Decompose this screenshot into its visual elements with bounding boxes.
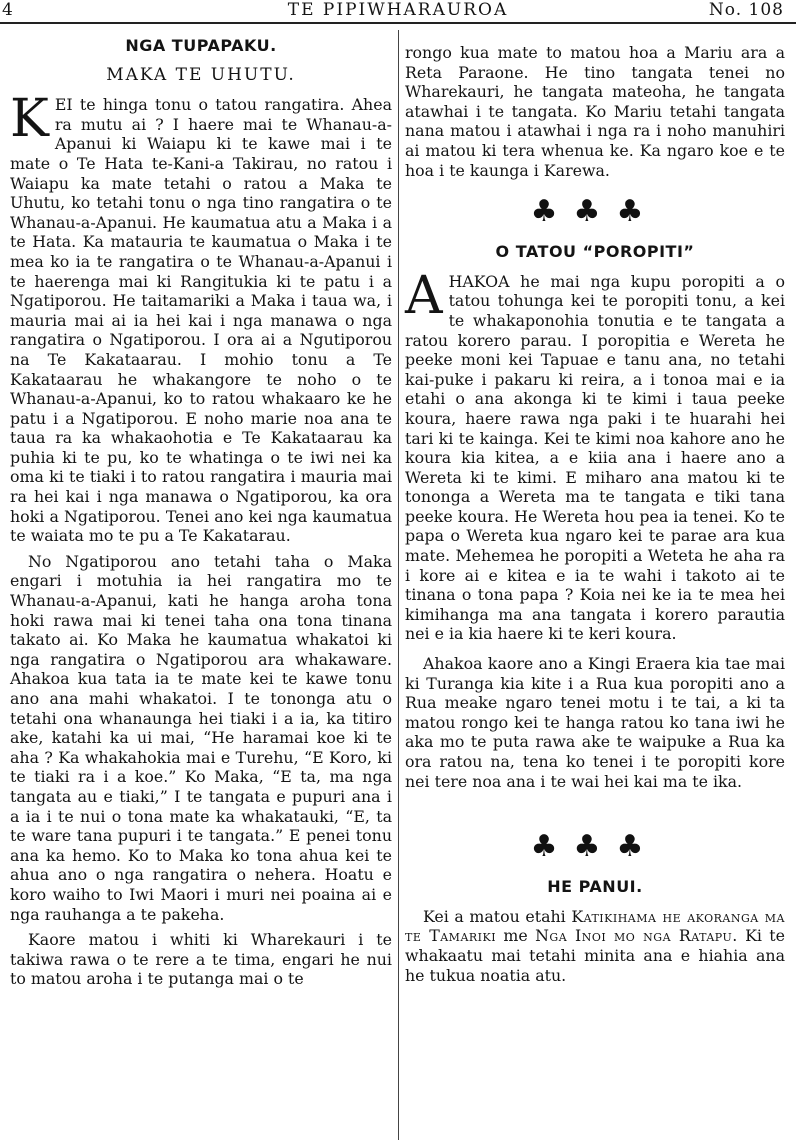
notice-paragraph (405, 907, 785, 985)
article-paragraph (405, 265, 785, 644)
paragraph-text: EI te hinga tonu o tatou rangatira. Ahea ra mutu ai ? I haere mai te Whanau-a-Apanui ki Waiapu ki te kawe mai i te mate o Te Hata te-Kani-a Takirau, no ratou i Waiapu ka mate tetahi o ratou a Maka te Uhutu, ko tetahi tonu o nga tino rangatira o te Whanau-a-Apanui. He kaumatua atu a Maka i a te Hata. Ka matauria te kaumatua o Maka i te mea ko ia te rangatira o te Whanau-a-Apanui i te haerenga mai ki Rangitukia ki te patu i a Ngatiporou. He taitamariki a Maka i taua wa, i mauria mai ai ia hei kai i nga manawa o nga rangatira o Ngatiporou. I ora ai a Ngutiporou na Te Kakataarau. I mohio tonu a Te Kakataarau he whakangore te noho o te Whanau-a-Apanui, ko to ratou whakaaro ke he patu i a Ngatiporou. E noho marie noa ana te taua ra ka whakaohotia e Te Kakataarau ka puhia ki te pu, ko te whatinga o te iwi nei ka oma ki te tiaki i to ratou rangatira i mauria mai ra hei kai i nga manawa o Ngatiporou, ka ora hoki a Ngatiporou. Tenei ano kei nga kaumatua te waiata mo te pu a Te Kakatarau. (10, 95, 392, 546)
publication-title: TE PIPIWHARAUROA (287, 0, 509, 20)
article-paragraph (10, 89, 392, 546)
notice-text: Kei a matou etahi (423, 906, 572, 926)
article-paragraph-continued: rongo kua mate to matou hoa a Mariu ara a Reta Paraone. He tino tangata tenei no Wharekauri, he tangata mateoha, he tangata atawhai i te tangata. Ko Mariu tetahi tangata nana matou i atawhai i nga ra i noho manuhiri ai matou ki tera whenua ke. Ka ngaro koe e te hoa i te kaunga i Karewa. (405, 43, 785, 180)
paragraph-text: HAKOA he mai nga kupu poropiti a o tatou tohunga kei te poropiti tonu, a kei te whakaponohia tonutia e te tangata a ratou korero parau. I poropitia e Wereta he peeke moni kei Tapuae e tanu ana, no tetahi kai-puke i pakaru ki reira, a i tonoa mai e ia etahi o ana akonga ki te kimi i taua peeke koura, haere rawa nga paki i te huarahi hei tari ki te kainga. Kei te kimi noa kahore ano he koura kia kitea, a e kiia ana i haere ano a Wereta ki te kimi. E miharo ana matou ki te tononga a Wereta ma te tangata e tiki tana peeke koura. He Wereta hou pea ia tenei. Ko te papa o Wereta kua ngaro kei te parae ara kua mate. Mehemea he poropiti a Weteta he aha ra i kore ai e kitea e ia te wahi i takoto ai te tinana o tona papa ? Koia nei ke ia te mea hei kimihanga ma ana tangata i korero parautia nei e ia kia haere ki te keri koura. (405, 271, 785, 644)
section-subheading-maka-te-uhutu: MAKA TE UHUTU. (106, 64, 296, 85)
left-column (10, 36, 392, 989)
section-heading-poropiti: O TATOU “POROPITI” (495, 242, 695, 262)
section-heading-nga-tupapaku: NGA TUPAPAKU. (125, 36, 277, 55)
notice-book-title: Katikihama he akoranga ma te Tamariki (405, 906, 785, 946)
article-paragraph: Kaore matou i whiti ki Wharekauri i te takiwa rawa o te rere a te tima, engari he nui to matou aroha i te putanga mai o te (10, 930, 392, 989)
club-ornament-icon: ♣♣♣ (530, 829, 660, 865)
drop-cap: A (405, 265, 443, 326)
notice-book-title: Nga Inoi mo nga Ratapu. (535, 926, 738, 946)
section-heading-he-panui: HE PANUI. (547, 877, 643, 897)
right-column (405, 43, 785, 985)
notice-text: me (496, 926, 536, 946)
article-paragraph: Ahakoa kaore ano a Kingi Eraera kia tae mai ki Turanga kia kite i a Rua kua poropiti ano a Rua meake ngaro tenei motu i te tai, a ki ta matou rongo kei te hanga ratou ko tana iwi he aka mo te puta rawa ake te waipuke a Rua ka ora ratou na, tena ko tenei i te poropiti kore nei tere noa ana i te wai hei kai ma te ika. (405, 654, 785, 791)
drop-cap: K (10, 89, 49, 150)
page-header (0, 0, 796, 24)
issue-number: No. 108 (708, 0, 784, 20)
notice-text: Ki te whakaatu mai tetahi minita ana e hiahia ana he tukua noatia atu. (405, 926, 786, 985)
article-paragraph: No Ngatiporou ano tetahi taha o Maka engari i motuhia ia hei rangatira mo te Whanau-a-Apanui, kati he hanga aroha tona hoki rawa mai ki tenei taha ona tona tinana takato ai. Ko Maka he kaumatua whakatoi ki nga rangatira o Ngatiporou ara whakaware. Ahakoa kua tata ia te mate kei te kawe tonu ano ana mahi whakatoi. I te tononga atu o tetahi ona whanaunga hei tiaki i a ia, ka titiro ake, katahi ka ui mai, “He haramai koe ki te aha ? Ka whakahokia mai e Turehu, “E Koro, ki te tiaki ra i a koe.” Ko Maka, “E ta, ma nga tangata au e tiaki,” I te tangata e pupuri ana i a ia i te nui o tona mate ka whakatauki, “E, ta te ware tana pupuri i te tangata.” E penei tonu ana ka hemo. Ko to Maka ko tona ahua kei te ahua ano o nga rangatira o nehera. Hoatu e koro waiho to Iwi Maori i muri nei poaina ai e nga rauhanga a te pakeha. (10, 551, 392, 924)
page-number: 4 (2, 0, 14, 20)
column-divider (398, 30, 399, 1140)
club-ornament-icon: ♣♣♣ (530, 194, 660, 230)
